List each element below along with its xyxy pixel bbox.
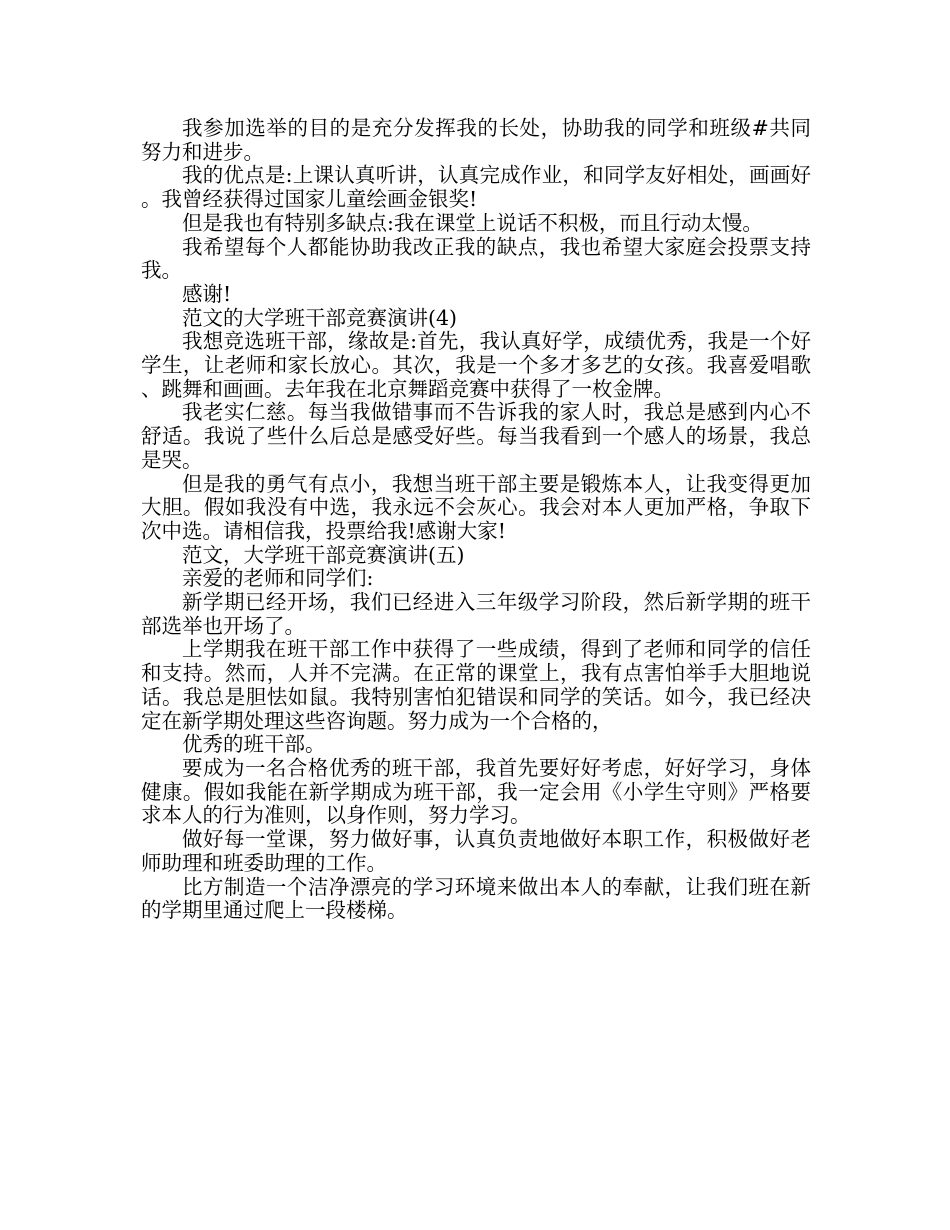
paragraph: 比方制造一个洁净漂亮的学习环境来做出本人的奉献，让我们班在新的学期里通过爬上一段楼梯。 (141, 874, 811, 923)
paragraph: 但是我也有特别多缺点:我在课堂上说话不积极，而且行动太慢。 (182, 210, 763, 235)
document-body (141, 117, 811, 923)
section-heading: 范文，大学班干部竞赛演讲(五) (182, 542, 465, 567)
paragraph: 做好每一堂课，努力做好事，认真负责地做好本职工作，积极做好老师助理和班委助理的工作。 (141, 827, 811, 875)
paragraph: 我的优点是:上课认真听讲，认真完成作业，和同学友好相处，画画好。我曾经获得过国家儿童绘画金银奖! (141, 163, 811, 212)
paragraph: 感谢! (182, 281, 232, 306)
section-heading: 范文的大学班干部竞赛演讲(4) (182, 305, 458, 330)
paragraph: 我希望每个人都能协助我改正我的缺点，我也希望大家庭会投票支持我。 (141, 234, 811, 283)
paragraph: 优秀的班干部。 (182, 732, 326, 757)
paragraph: 但是我的勇气有点小，我想当班干部主要是锻炼本人，让我变得更加大胆。假如我没有中选，我永远不会灰心。我会对本人更加严格，争取下次中选。请相信我，投票给我!感谢大家! (141, 471, 811, 543)
paragraph: 我想竞选班干部，缘故是:首先，我认真好学，成绩优秀，我是一个好学生，让老师和家长放心。其次，我是一个多才多艺的女孩。我喜爱唱歌、跳舞和画画。去年我在北京舞蹈竞赛中获得了一枚金牌。 (141, 329, 811, 401)
paragraph: 上学期我在班干部工作中获得了一些成绩，得到了老师和同学的信任和支持。然而，人并不完满。在正常的课堂上，我有点害怕举手大胆地说话。我总是胆怯如鼠。我特别害怕犯错误和同学的笑话。如今，我已经决定在新学期处理这些咨询题。努力成为一个合格的， (141, 637, 811, 733)
paragraph: 我老实仁慈。每当我做错事而不告诉我的家人时，我总是感到内心不舒适。我说了些什么后总是感受好些。每当我看到一个感人的场景，我总是哭。 (141, 400, 811, 472)
salutation: 亲爱的老师和同学们: (182, 566, 374, 591)
paragraph: 要成为一名合格优秀的班干部，我首先要好好考虑，好好学习，身体健康。假如我能在新学期成为班干部，我一定会用《小学生守则》严格要求本人的行为准则，以身作则，努力学习。 (141, 755, 811, 828)
paragraph: 新学期已经开场，我们已经进入三年级学习阶段，然后新学期的班干部选举也开场了。 (141, 590, 811, 638)
paragraph: 我参加选举的目的是充分发挥我的长处，协助我的同学和班级#共同努力和进步。 (141, 116, 811, 164)
